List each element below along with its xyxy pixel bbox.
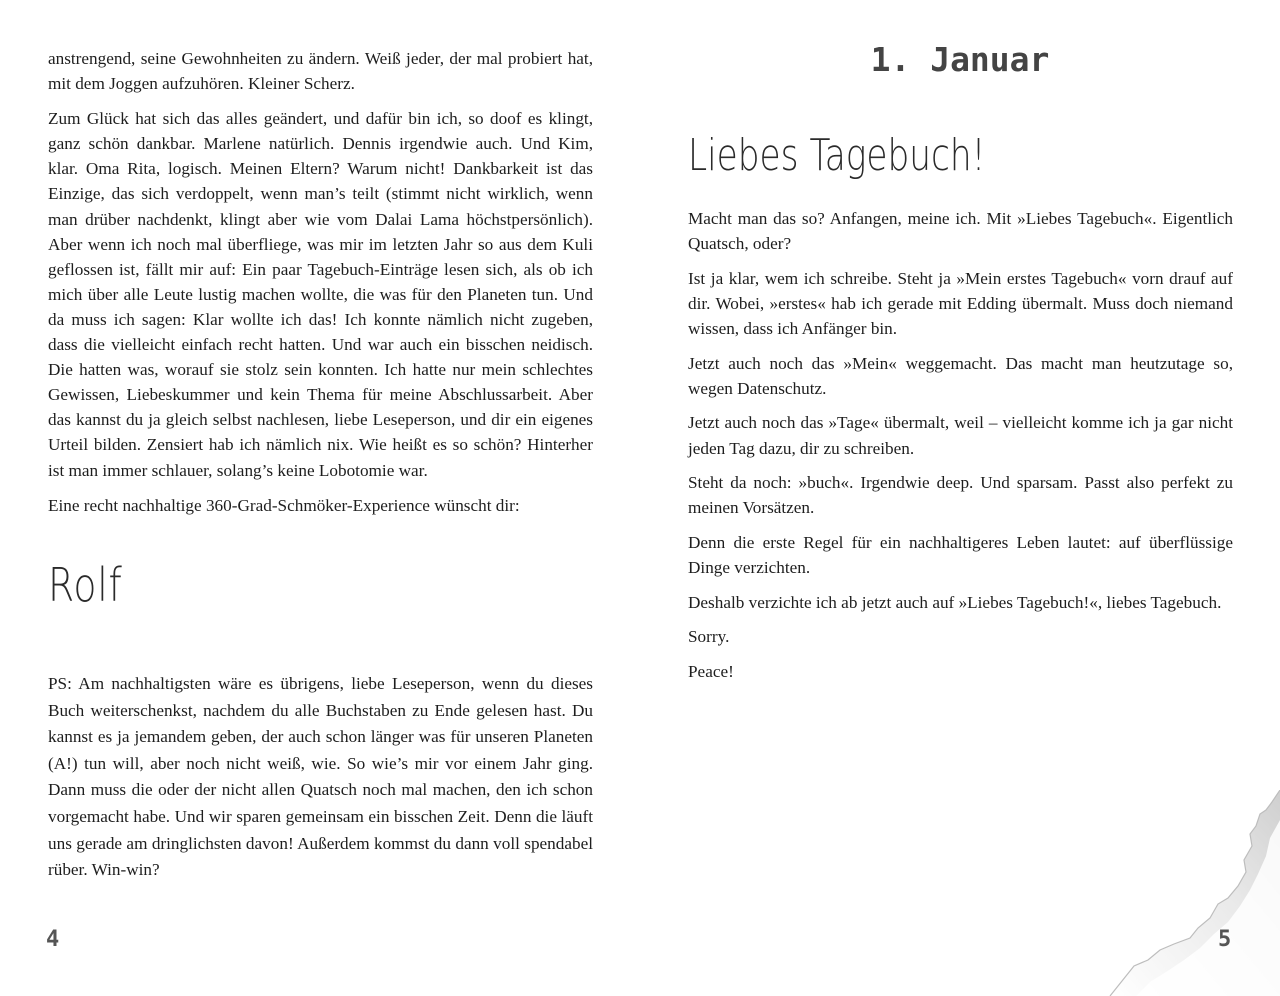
handwritten-heading: Liebes Tagebuch! [688, 130, 986, 181]
paragraph: Zum Glück hat sich das alles geändert, und dafür bin ich, so doof es klingt, ganz schön dankbar. Marlene natürlich. Dennis irgendwie auch. Und Kim, klar. Oma Rita, logisch. Meinen Eltern? Warum nicht! Dankbarkeit ist das Einzige, das sich verdoppelt, wenn man’s teilt (stimmt nicht wirklich, wenn man drüber nachdenkt, klingt aber wie vom Dalai Lama höchstpersönlich). Aber wenn ich noch mal überfliege, was mir im letzten Jahr so aus dem Kuli geflossen ist, fällt mir auf: Ein paar Tagebuch-Einträge lesen sich, als ob ich mich über alle Leute lustig machen wollte, die was für den Planeten tun. Und da muss ich sagen: Klar wollte ich das! Ich konnte nämlich nicht zugeben, dass die vielleicht einfach recht hatten. Und war auch ein bisschen neidisch. Die hatten was, worauf sie stolz sein konnten. Ich hatte nur mein schlechtes Gewissen, Liebeskummer und kein Thema für meine Abschlussarbeit. Aber das kannst du ja gleich selbst nachlesen, liebe Leseperson, und dir ein eigenes Urteil bilden. Zensiert hab ich nämlich nix. Wie heißt es so schön? Hinterher ist man immer schlauer, solang’s keine Lobotomie war. [48, 109, 593, 480]
paragraph: Peace! [688, 662, 734, 682]
paragraph: Ist ja klar, wem ich schreibe. Steht ja »Mein erstes Tagebuch« vorn drauf auf dir. Wobei, »erstes« hab ich gerade mit Edding übermalt. Muss doch niemand wissen, dass ich Anfänger bin. [688, 268, 1233, 338]
page-number-right: 5 [1218, 927, 1232, 952]
paragraph: Eine recht nachhaltige 360-Grad-Schmöker-Experience wünscht dir: [48, 495, 520, 515]
chapter-title: 1. Januar [870, 40, 1050, 79]
paragraph: Sorry. [688, 627, 730, 647]
right-page-body [688, 206, 1233, 694]
left-page-body [48, 46, 593, 528]
signature-rolf: Rolf [48, 558, 123, 612]
postscript [48, 671, 593, 894]
torn-page-corner-icon [1100, 790, 1280, 996]
paragraph: anstrengend, seine Gewohnheiten zu ändern. Weiß jeder, der mal probiert hat, mit dem Joggen aufzuhören. Kleiner Scherz. [48, 49, 593, 94]
paragraph: Jetzt auch noch das »Tage« übermalt, weil – vielleicht komme ich ja gar nicht jeden Tag dazu, dir zu schreiben. [688, 413, 1233, 458]
paragraph: Denn die erste Regel für ein nachhaltigeres Leben lautet: auf überflüssige Dinge verzichten. [688, 533, 1233, 578]
paragraph: PS: Am nachhaltigsten wäre es übrigens, liebe Leseperson, wenn du dieses Buch weiterschenkst, nachdem du alle Buchstaben zu Ende gelesen hast. Du kannst es ja jemandem geben, der auch schon länger was für unseren Planeten (A!) tun will, aber noch nicht weiß, wie. So wie’s mir vor einem Jahr ging. Dann muss die oder der nicht allen Quatsch noch mal machen, den ich schon vorgemacht habe. Und wir sparen gemeinsam ein bisschen Zeit. Denn die läuft uns gerade am dringlichsten davon! Außerdem kommst du dann voll spendabel rüber. Win-win? [48, 674, 593, 880]
page-number-left: 4 [46, 927, 60, 952]
paragraph: Steht da noch: »buch«. Irgendwie deep. Und sparsam. Passt also perfekt zu meinen Vorsätzen. [688, 473, 1233, 518]
paragraph: Macht man das so? Anfangen, meine ich. Mit »Liebes Tagebuch«. Eigentlich Quatsch, oder? [688, 209, 1233, 254]
paragraph: Deshalb verzichte ich ab jetzt auch auf »Liebes Tagebuch!«, liebes Tagebuch. [688, 592, 1222, 612]
paragraph: Jetzt auch noch das »Mein« weggemacht. Das macht man heutzutage so, wegen Datenschutz. [688, 353, 1233, 398]
